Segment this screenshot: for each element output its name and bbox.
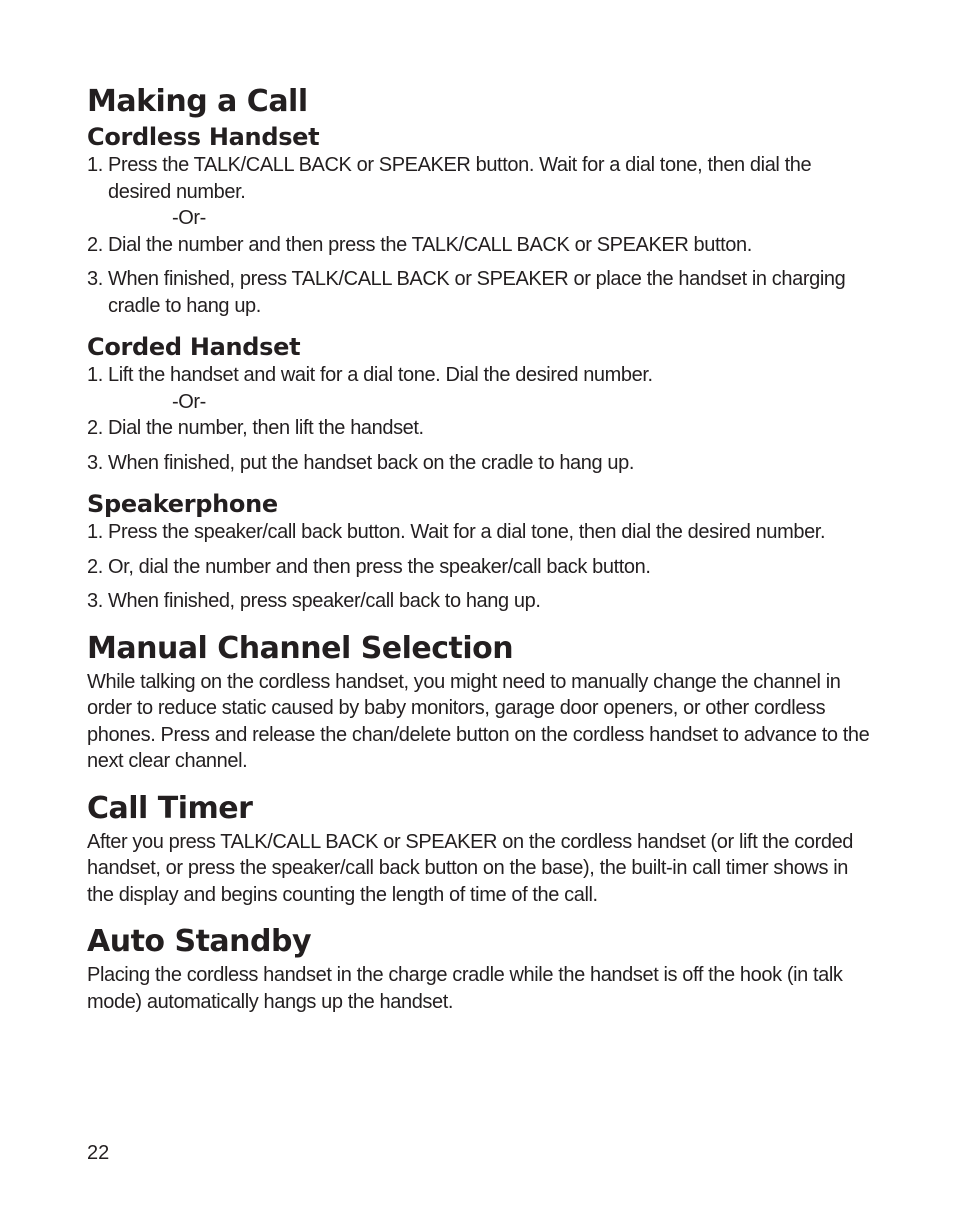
list-item-number: 2. — [87, 417, 103, 439]
list-item-text: When finished, press TALK/CALL BACK or SPEAKER or place the handset in charging cradle to hang up. — [108, 268, 846, 317]
list-item — [87, 362, 877, 389]
list-item-number: 2. — [87, 555, 103, 578]
list-item-text: Or, dial the number and then press the speaker/call back button. — [108, 555, 651, 578]
list-item-text: Dial the number, then lift the handset. — [108, 417, 424, 439]
list-item-number: 2. — [87, 233, 103, 256]
list-item-number: 3. — [87, 451, 103, 474]
list-item-text: When finished, put the handset back on the cradle to hang up. — [108, 451, 634, 474]
list-item — [87, 415, 877, 442]
list-item — [87, 588, 877, 615]
list-item-number: 1. — [87, 154, 103, 176]
or-separator: -Or- — [172, 207, 206, 229]
manual-channel-selection-title: Manual Channel Selection — [87, 630, 514, 666]
or-separator: -Or- — [172, 390, 206, 413]
corded-handset-heading: Corded Handset — [87, 333, 301, 361]
auto-standby-title: Auto Standby — [87, 924, 312, 959]
auto-standby-body: Placing the cordless handset in the charge cradle while the handset is off the hook (in talk mode) automatically hangs up the handset. — [87, 964, 843, 1013]
list-item — [87, 152, 877, 205]
list-item — [87, 554, 877, 581]
list-item — [87, 519, 877, 546]
call-timer-body: After you press TALK/CALL BACK or SPEAKER on the cordless handset (or lift the corded handset, or press the speaker/call back button on the base), the built-in call timer shows in the display and begins counting the length of time of the call. — [87, 830, 854, 906]
list-item-number: 1. — [87, 364, 103, 386]
list-item-text: Dial the number and then press the TALK/CALL BACK or SPEAKER button. — [108, 233, 752, 256]
speakerphone-heading: Speakerphone — [87, 490, 278, 518]
list-item-text: Press the TALK/CALL BACK or SPEAKER button. Wait for a dial tone, then dial the desired number. — [108, 154, 812, 203]
manual-page — [87, 82, 877, 1015]
list-item-text: Press the speaker/call back button. Wait for a dial tone, then dial the desired number. — [108, 521, 826, 543]
cordless-handset-heading: Cordless Handset — [87, 123, 320, 151]
list-item-text: Lift the handset and wait for a dial tone. Dial the desired number. — [108, 364, 653, 386]
list-item-text: When finished, press speaker/call back to hang up. — [108, 590, 541, 612]
list-item — [87, 232, 877, 259]
list-item — [87, 450, 877, 477]
page-number: 22 — [87, 1142, 110, 1164]
list-item-number: 1. — [87, 521, 103, 543]
list-item-number: 3. — [87, 268, 103, 290]
manual-channel-selection-body: While talking on the cordless handset, you might need to manually change the channel in order to reduce static caused by baby monitors, garage door openers, or other cordless phones. Press and release the chan/delete button on the cordless handset to advance to the next clear channel. — [87, 670, 870, 772]
list-item — [87, 266, 877, 319]
list-item-number: 3. — [87, 590, 103, 612]
making-a-call-title: Making a Call — [87, 84, 308, 119]
call-timer-title: Call Timer — [87, 790, 253, 826]
